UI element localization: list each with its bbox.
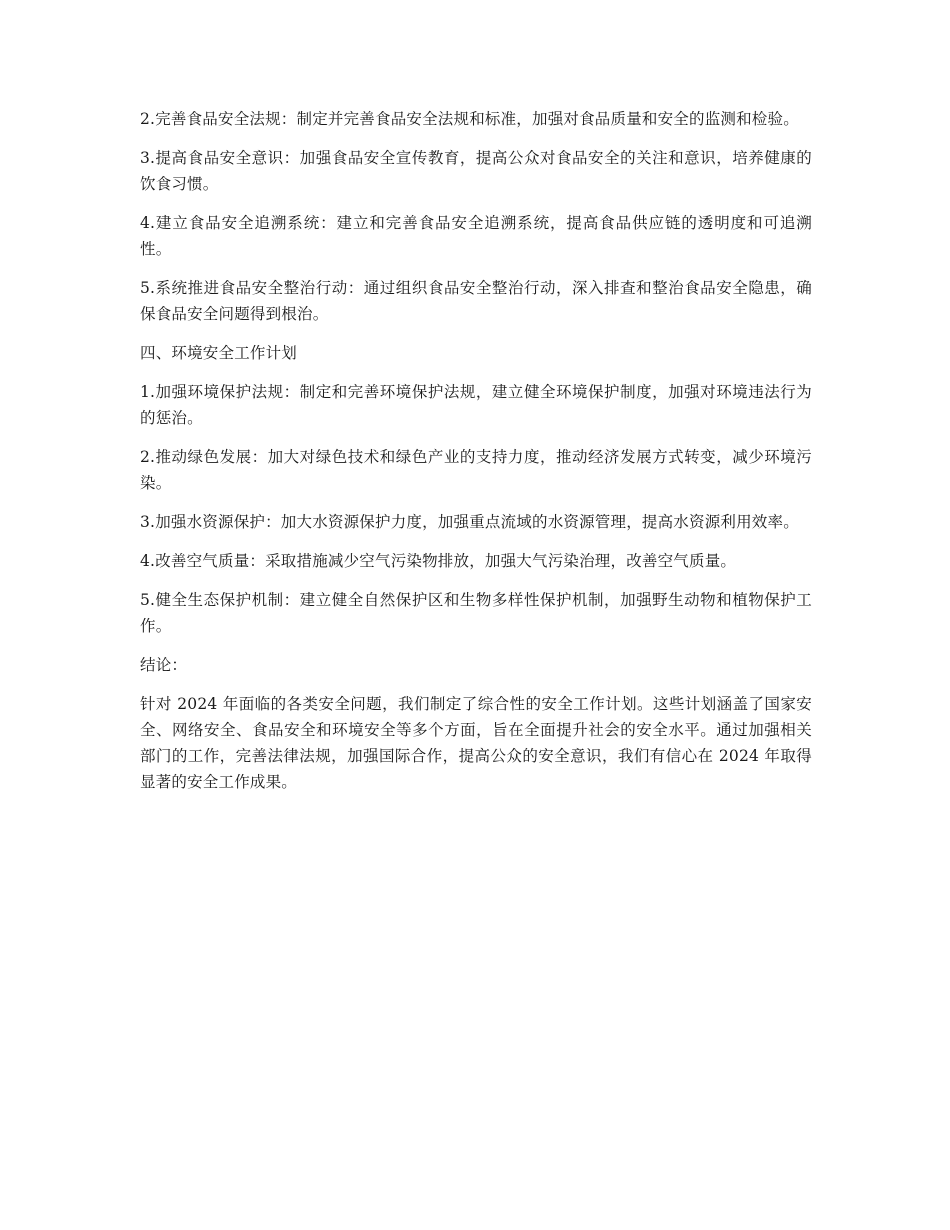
food-safety-item-4: 4.建立食品安全追溯系统：建立和完善食品安全追溯系统，提高食品供应链的透明度和可追溯性。 xyxy=(140,214,812,258)
food-safety-item-5: 5.系统推进食品安全整治行动：通过组织食品安全整治行动，深入排查和整治食品安全隐患，确保食品安全问题得到根治。 xyxy=(140,279,812,323)
food-safety-item-2: 2.完善食品安全法规：制定并完善食品安全法规和标准，加强对食品质量和安全的监测和检验。 xyxy=(140,110,799,128)
section-heading-environment: 四、环境安全工作计划 xyxy=(140,344,298,362)
document-body xyxy=(140,106,812,808)
food-safety-item-3: 3.提高食品安全意识：加强食品安全宣传教育，提高公众对食品安全的关注和意识，培养健康的饮食习惯。 xyxy=(140,149,812,193)
environment-item-3: 3.加强水资源保护：加大水资源保护力度，加强重点流域的水资源管理，提高水资源利用效率。 xyxy=(140,513,799,531)
environment-item-4: 4.改善空气质量：采取措施减少空气污染物排放，加强大气污染治理，改善空气质量。 xyxy=(140,552,737,570)
conclusion-heading: 结论： xyxy=(140,656,188,674)
conclusion-paragraph: 针对 2024 年面临的各类安全问题，我们制定了综合性的安全工作计划。这些计划涵盖了国家安全、网络安全、食品安全和环境安全等多个方面，旨在全面提升社会的安全水平。通过加强相关部门的工作，完善法律法规，加强国际合作，提高公众的安全意识，我们有信心在 2024 年取得显著的安全工作成果。 xyxy=(140,695,812,791)
environment-item-5: 5.健全生态保护机制：建立健全自然保护区和生物多样性保护机制，加强野生动物和植物保护工作。 xyxy=(140,591,812,635)
environment-item-2: 2.推动绿色发展：加大对绿色技术和绿色产业的支持力度，推动经济发展方式转变，减少环境污染。 xyxy=(140,448,812,492)
environment-item-1: 1.加强环境保护法规：制定和完善环境保护法规，建立健全环境保护制度，加强对环境违法行为的惩治。 xyxy=(140,383,812,427)
